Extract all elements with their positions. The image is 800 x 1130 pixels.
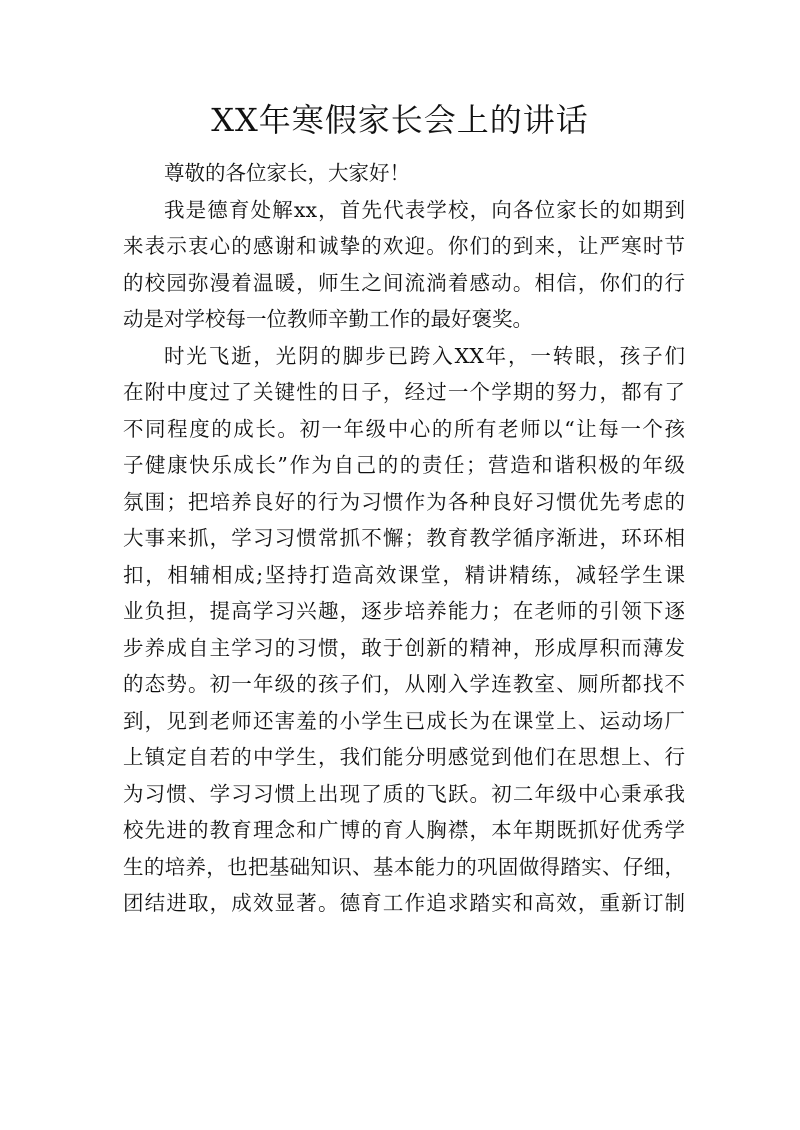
paragraph-2-line-12: 上镇定自若的中学生，我们能分明感觉到他们在思想上、行	[123, 745, 685, 769]
paragraph-2-line-11: 到，见到老师还害羞的小学生已成长为在课堂上、运动场厂	[123, 708, 685, 733]
paragraph-2-line-15: 生的培养，也把基础知识、基本能力的巩固做得踏实、仔细，	[123, 854, 685, 879]
paragraph-2-line-3: 不同程度的成长。初一年级中心的所有老师以“让每一个孩	[123, 416, 685, 441]
paragraph-2-line-6: 大事来抓，学习习惯常抓不懈；教育教学循序渐进，环环相	[123, 526, 685, 550]
paragraph-1-line-3: 的校园弥漫着温暖，师生之间流淌着感动。相信，你们的行	[123, 270, 685, 295]
paragraph-2-line-2: 在附中度过了关键性的日子，经过一个学期的努力，都有了	[123, 380, 685, 404]
paragraph-2-line-9: 步养成自主学习的习惯，敢于创新的精神，形成厚积而薄发	[123, 635, 685, 660]
paragraph-2-line-16: 团结进取，成效显著。德育工作追求踏实和高效，重新订制	[123, 891, 685, 915]
document-title: XX年寒假家长会上的讲话	[211, 101, 589, 139]
paragraph-2-line-7: 扣，相辅相成;坚持打造高效课堂，精讲精练，减轻学生课	[123, 562, 685, 587]
paragraph-2-line-4: 子健康快乐成长”作为自己的的责任；营造和谐积极的年级	[123, 453, 685, 477]
paragraph-1-line-4: 动是对学校每一位教师辛勤工作的最好褒奖。	[123, 307, 533, 331]
paragraph-2-line-5: 氛围；把培养良好的行为习惯作为各种良好习惯优先考虑的	[123, 489, 685, 514]
greeting-line: 尊敬的各位家长，大家好！	[164, 161, 410, 185]
paragraph-1-line-2: 来表示衷心的感谢和诚挚的欢迎。你们的到来，让严寒时节	[123, 234, 685, 258]
document-body	[123, 155, 685, 922]
paragraph-1-line-1: 我是德育处解xx，首先代表学校，向各位家长的如期到	[164, 197, 685, 222]
paragraph-2-line-8: 业负担，提高学习兴趣，逐步培养能力；在老师的引领下逐	[123, 599, 685, 623]
paragraph-2-line-13: 为习惯、学习习惯上出现了质的飞跃。初二年级中心秉承我	[123, 781, 685, 806]
paragraph-2-line-10: 的态势。初一年级的孩子们，从刚入学连教室、厕所都找不	[123, 672, 685, 696]
paragraph-2-line-14: 校先进的教育理念和广博的育人胸襟，本年期既抓好优秀学	[123, 818, 685, 842]
paragraph-2-line-1: 时光飞逝，光阴的脚步已跨入XX年，一转眼，孩子们	[164, 343, 685, 368]
